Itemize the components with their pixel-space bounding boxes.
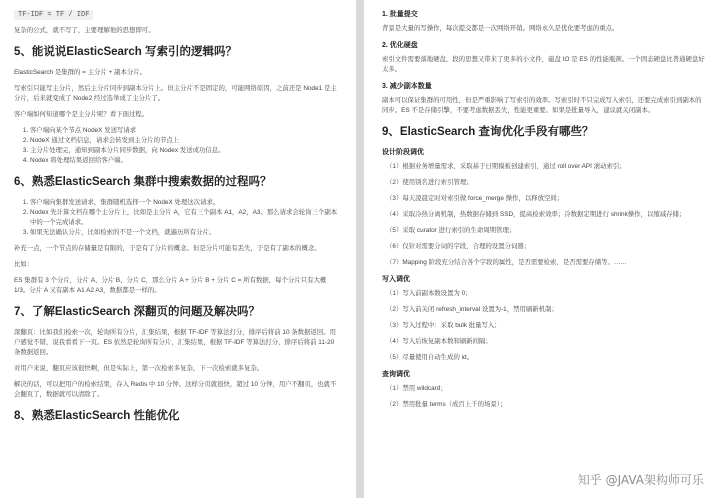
list-item: （4）写入后恢复副本数和刷新间隔； (386, 338, 492, 345)
list-item: 2. Nodex 先计算文档在哪个主分片上，比如是主分片 A，它有三个副本 A1，A2，A3。那么请求会轮询三个副本中的一个完成请求。 (30, 208, 338, 228)
s5-p1: ElasticSearch 是集群的 = 主分片 + 副本分片。 (14, 69, 147, 76)
list-item: 1. 客户端向集群发送请求，集群随机选择一个 NodeX 处理这次请求。 (30, 198, 338, 208)
left-page (0, 0, 356, 498)
list-item: （5）采取 curator 进行索引的生命周期管理； (386, 227, 516, 234)
s5-p2: 写索引只能写主分片，然后主分片同步到副本分片上。但主分片不是固定的，可能网络原因，之前还是 Node1 是主分片，后来就变成了 Node2 经过选举成了主分片了。 (14, 85, 337, 102)
s6-p1: 补充一点，一个节点的存储量是有限的，于是有了分片的概念。但是分片可能有丢失，于是有了副本的概念。 (14, 245, 321, 252)
page-divider (356, 0, 364, 498)
query-heading: 查询调优 (382, 371, 410, 378)
s7-p2: 对用户来说，翻页应该很快啊，但是实际上，第一次检索多复杂，下一次检索就多复杂。 (14, 365, 264, 372)
list-item: （3）写入过程中：采取 bulk 批量写入； (386, 322, 501, 329)
s6-p2: 比如： (14, 261, 34, 268)
write-heading: 写入调优 (382, 276, 410, 283)
replica-heading: 3. 减少副本数量 (382, 83, 432, 90)
list-item: （4）采取冷热分离机制，热数据存储到 SSD，提高检索效率；冷数据定期进行 shrink操作，以缩减存储； (386, 211, 686, 218)
list-item: 4. Nodex 将处理结果返回给客户端。 (30, 156, 338, 166)
list-item: 2. NodeX 通过文档信息，请求会转发到主分片的节点上 (30, 136, 338, 146)
list-item: （6）仅针对需要分词的字段，合理的设置分词器； (386, 243, 531, 250)
section-7-title: 7、了解ElasticSearch 深翻页的问题及解决吗？ (14, 306, 261, 318)
list-item: （2）使用别名进行索引管理； (386, 179, 473, 186)
list-item: （1）写入前副本数设置为 0； (386, 290, 472, 297)
intro-text: 复杂的公式，就不写了，主要理解他的思想即可。 (14, 27, 155, 34)
section-5-title: 5、能说说ElasticSearch 写索引的逻辑吗？ (14, 46, 238, 58)
s5-steps (14, 126, 338, 166)
section-8-title: 8、熟悉ElasticSearch 性能优化 (14, 410, 180, 422)
list-item: 3. 如果无法确认分片，比如检索的不是一个文档，就遍历所有分片。 (30, 228, 338, 238)
right-page (364, 0, 720, 498)
list-item: （3）每天凌晨定时对索引做 force_merge 操作，以释放空间； (386, 195, 564, 202)
list-item: 3. 主分片处理完，通知到副本分片同步数据，向 Nodex 发送成功信息。 (30, 146, 338, 156)
list-item: （2）禁用批量 terms（成百上千的场景）； (386, 401, 507, 408)
s6-p3: ES 集群有 3 个分片，分片 A、分片 B、分片 C，那么分片 A + 分片 B + 分片 C = 所有数据，每个分片只有大概 1/3。分片 A 又有副本 A1 A2 A3，数据都是一样的。 (14, 277, 327, 294)
s5-p3: 客户端如何知道哪个是主分片呢？看下面过程。 (14, 111, 149, 118)
s7-p1: 深翻页：比如我们检索一次，轮询所有分片，汇集结果，根据 TF-IDF 等算法打分，排序后将前 10 条数据返回。用户感觉不错，说我看看下一页。ES 依然是轮询所有分片，汇集结果，根据 TF-IDF 等算法打分，排序后将前 11-20 条数据返回。 (14, 329, 337, 356)
disk-heading: 2. 优化硬盘 (382, 42, 418, 49)
code-snippet: TF-IDF = TF / IDF (14, 10, 93, 20)
section-9-title: 9、ElasticSearch 查询优化手段有哪些？ (382, 126, 594, 138)
watermark: 知乎 @JAVA架构师可乐 (577, 473, 704, 487)
batch-submit-text: 背景是大量的写操作，每次提交都是一次网络开销。网络永久是优化要考虑的重点。 (382, 25, 619, 32)
disk-text: 索引文件需要落地硬盘，段的思想又带来了更多的小文件，磁盘 IO 是 ES 的性能瓶颈。一个固态硬盘比普通硬盘好太多。 (382, 56, 705, 73)
batch-submit-heading: 1. 批量提交 (382, 11, 418, 18)
list-item: 1. 客户端向某个节点 NodeX 发送写请求 (30, 126, 338, 136)
list-item: （1）根据业务增量需求，采取基于日期模板创建索引，通过 roll over API 滚动索引； (386, 163, 626, 170)
list-item: （1）禁用 wildcard； (386, 385, 447, 392)
list-item: （2）写入前关闭 refresh_interval 设置为-1，禁用刷新机制； (386, 306, 558, 313)
design-heading: 设计阶段调优 (382, 149, 424, 156)
section-6-title: 6、熟悉ElasticSearch 集群中搜索数据的过程吗？ (14, 176, 272, 188)
list-item: （7）Mapping 阶段充分结合各个字段的属性，是否需要检索、是否需要存储等。…… (386, 259, 627, 266)
list-item: （5）尽量使用自动生成的 id。 (386, 354, 473, 361)
s7-p3: 解决的话，可以把用户的检索结果，存入 Redis 中 10 分钟。这样分页就很快，超过 10 分钟，用户不翻页，也就不会翻页了，数据就可以清除了。 (14, 381, 337, 398)
s6-steps (14, 198, 338, 238)
replica-text: 副本可以保证集群的可用性，但是严重影响了写索引的效率。写索引时不只完成写入索引，还要完成索引到副本的同步。ES 不是存储引擎，不要考虑数据丢失，性能更重要。如果是批量导入，建议就关闭副本。 (382, 97, 702, 114)
